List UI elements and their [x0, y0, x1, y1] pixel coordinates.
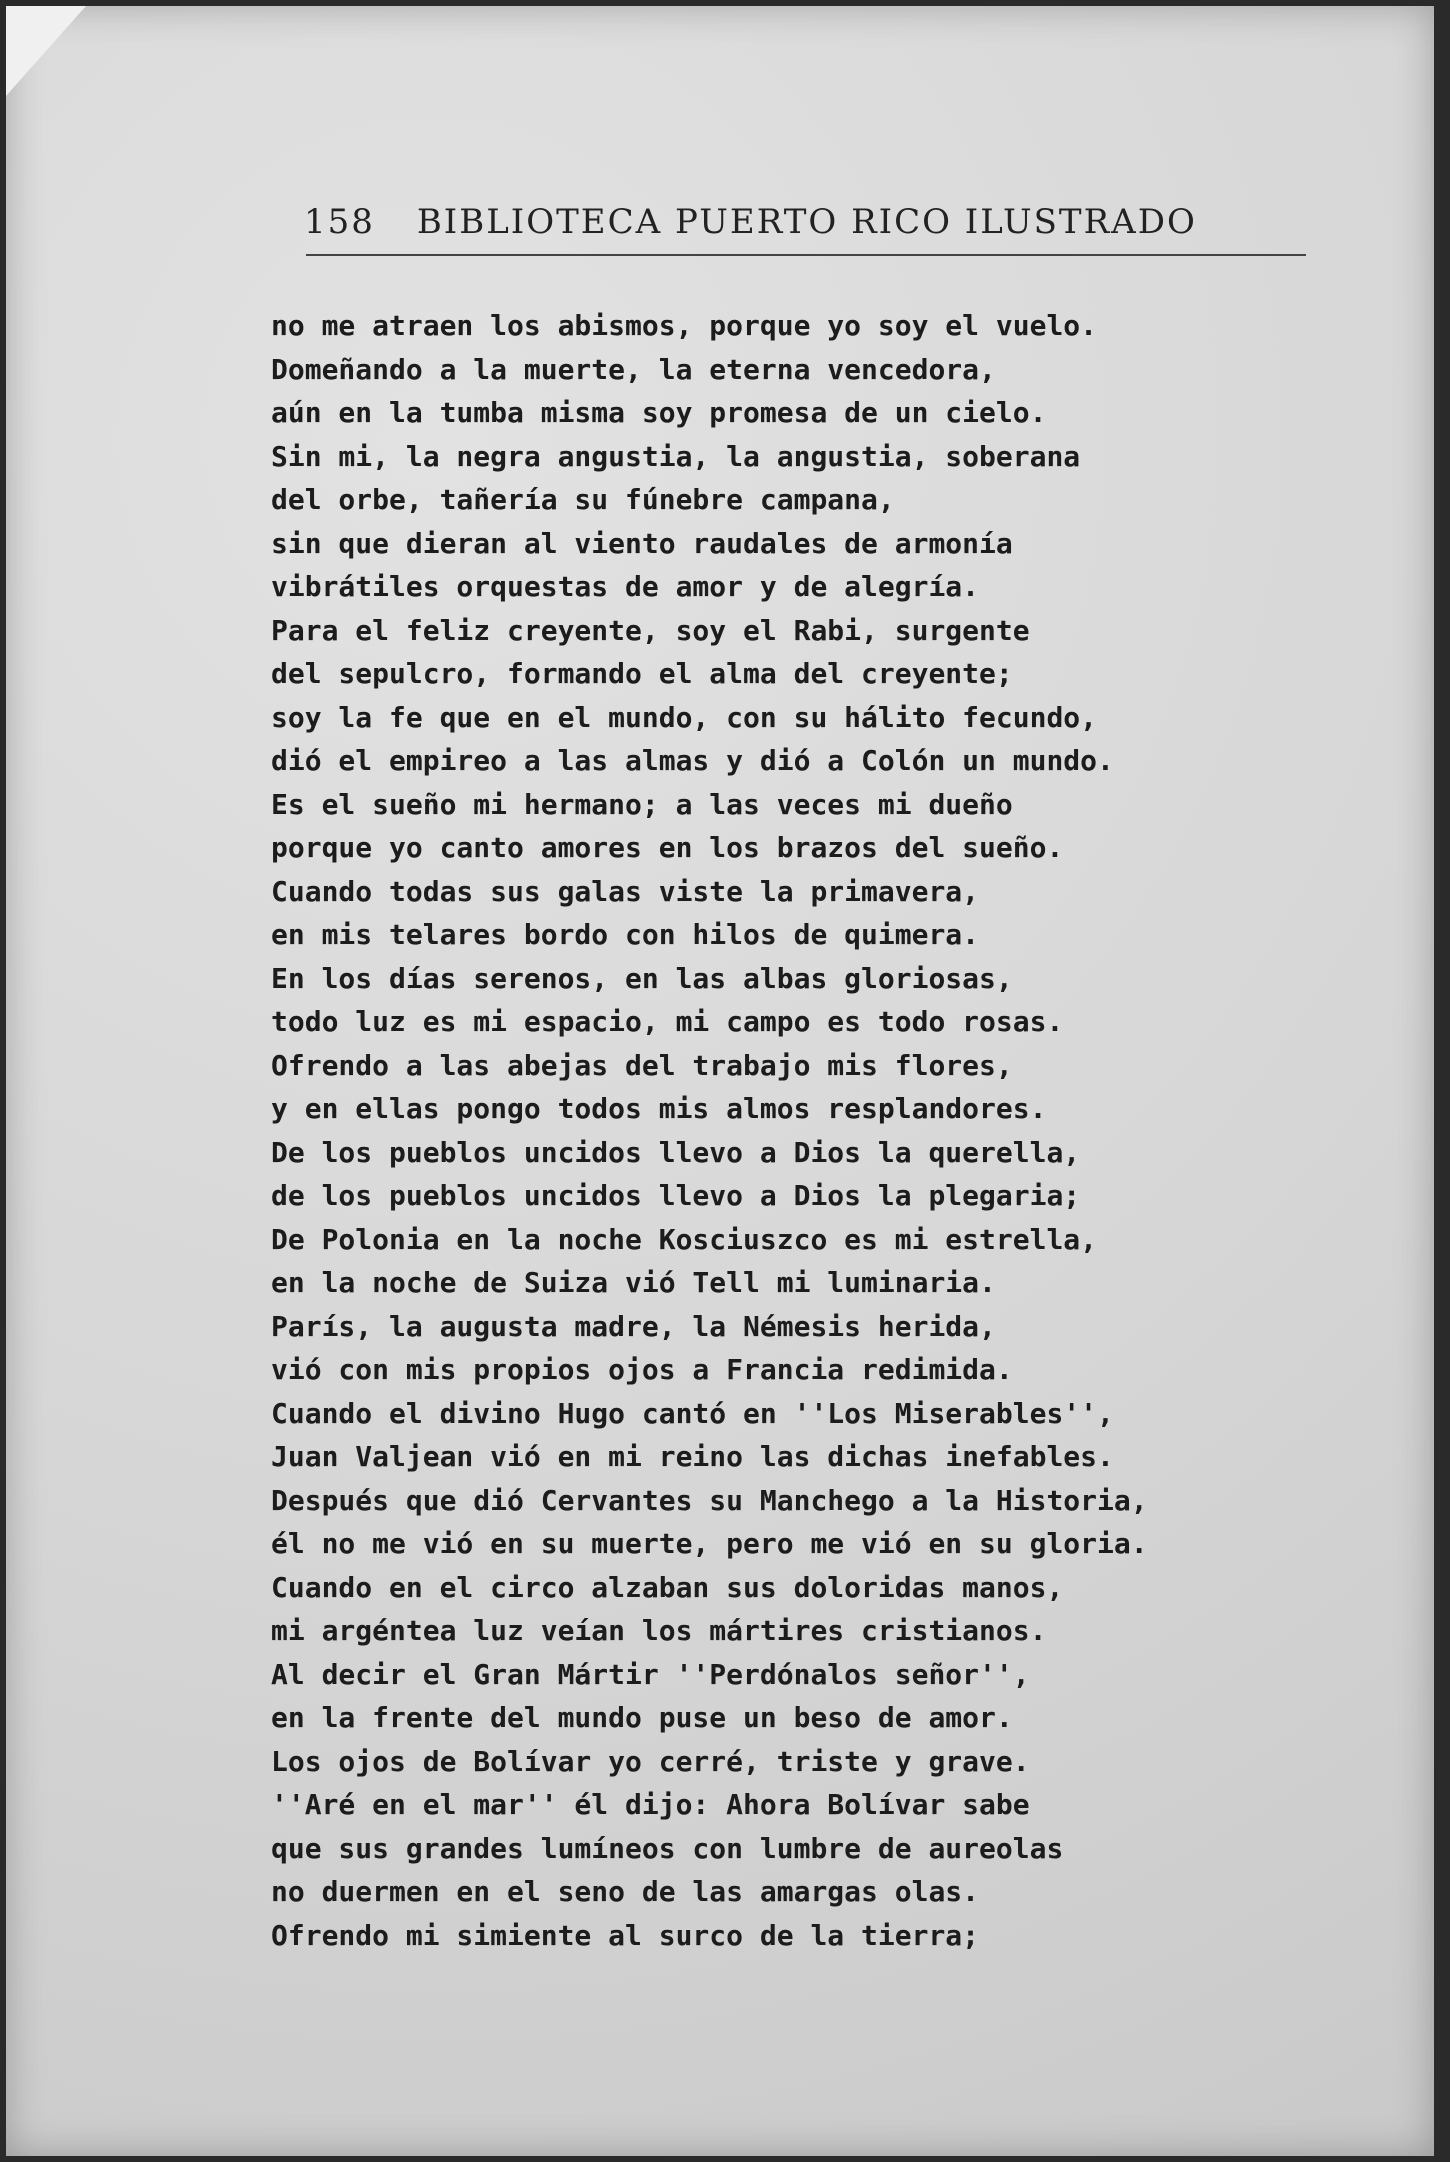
folded-corner — [6, 6, 86, 96]
poem-line: mi argéntea luz veían los mártires cristianos. — [271, 1614, 1047, 1647]
poem-line: en la noche de Suiza vió Tell mi luminaria. — [271, 1266, 996, 1299]
poem-line: vibrátiles orquestas de amor y de alegría. — [271, 570, 980, 603]
poem-line: todo luz es mi espacio, mi campo es todo rosas. — [271, 1005, 1064, 1038]
poem-line: aún en la tumba misma soy promesa de un cielo. — [271, 396, 1047, 429]
poem-line: Ofrendo mi simiente al surco de la tierra; — [271, 1918, 980, 1952]
poem-line: sin que dieran al viento raudales de armonía — [271, 526, 1013, 560]
poem-line: Después que dió Cervantes su Manchego a la Historia, — [271, 1483, 1148, 1517]
book-page — [6, 6, 1434, 2156]
poem-line: De los pueblos uncidos llevo a Dios la querella, — [271, 1135, 1081, 1169]
poem-line: Sin mi, la negra angustia, la angustia, soberana — [271, 439, 1081, 473]
poem-line: Domeñando a la muerte, la eterna vencedora, — [271, 352, 996, 386]
poem-line: y en ellas pongo todos mis almos resplandores. — [271, 1092, 1047, 1125]
poem-line: en mis telares bordo con hilos de quimera. — [271, 918, 980, 951]
poem-line: Para el feliz creyente, soy el Rabi, surgente — [271, 613, 1030, 647]
poem-line: que sus grandes lumíneos con lumbre de aureolas — [271, 1831, 1064, 1865]
poem-line: soy la fe que en el mundo, con su hálito fecundo, — [271, 700, 1098, 734]
poem-line: Ofrendo a las abejas del trabajo mis flores, — [271, 1048, 1013, 1082]
poem-line: Cuando en el circo alzaban sus doloridas manos, — [271, 1570, 1064, 1604]
poem-line: Al decir el Gran Mártir ''Perdónalos señor'', — [271, 1657, 1030, 1691]
poem-line: vió con mis propios ojos a Francia redimida. — [271, 1353, 1013, 1386]
poem-line: Juan Valjean vió en mi reino las dichas inefables. — [271, 1440, 1114, 1473]
poem-line: Cuando el divino Hugo cantó en ''Los Miserables'', — [271, 1396, 1114, 1430]
poem-line: dió el empireo a las almas y dió a Colón un mundo. — [271, 744, 1114, 777]
poem-line: Cuando todas sus galas viste la primavera, — [271, 874, 980, 908]
poem-line: no duermen en el seno de las amargas olas. — [271, 1875, 980, 1908]
poem-line: del sepulcro, formando el alma del creyente; — [271, 657, 1013, 690]
running-header — [304, 202, 1314, 242]
poem-line: él no me vió en su muerte, pero me vió en su gloria. — [271, 1527, 1148, 1560]
poem-line: Los ojos de Bolívar yo cerré, triste y grave. — [271, 1744, 1030, 1778]
poem-line: no me atraen los abismos, porque yo soy el vuelo. — [271, 309, 1098, 342]
poem-text — [271, 304, 1401, 1957]
poem-line: en la frente del mundo puse un beso de amor. — [271, 1701, 1013, 1734]
running-title: BIBLIOTECA PUERTO RICO ILUSTRADO — [416, 202, 1197, 242]
poem-line: De Polonia en la noche Kosciuszco es mi estrella, — [271, 1222, 1098, 1256]
poem-line: ''Aré en el mar'' él dijo: Ahora Bolívar sabe — [271, 1788, 1030, 1821]
poem-line: porque yo canto amores en los brazos del sueño. — [271, 831, 1064, 864]
header-rule — [306, 254, 1306, 256]
page-number: 158 — [304, 202, 375, 242]
poem-line: del orbe, tañería su fúnebre campana, — [271, 483, 895, 516]
poem-line: Es el sueño mi hermano; a las veces mi dueño — [271, 787, 1013, 821]
poem-line: En los días serenos, en las albas gloriosas, — [271, 961, 1013, 995]
poem-line: de los pueblos uncidos llevo a Dios la plegaria; — [271, 1179, 1081, 1212]
poem-line: París, la augusta madre, la Némesis herida, — [271, 1309, 996, 1343]
